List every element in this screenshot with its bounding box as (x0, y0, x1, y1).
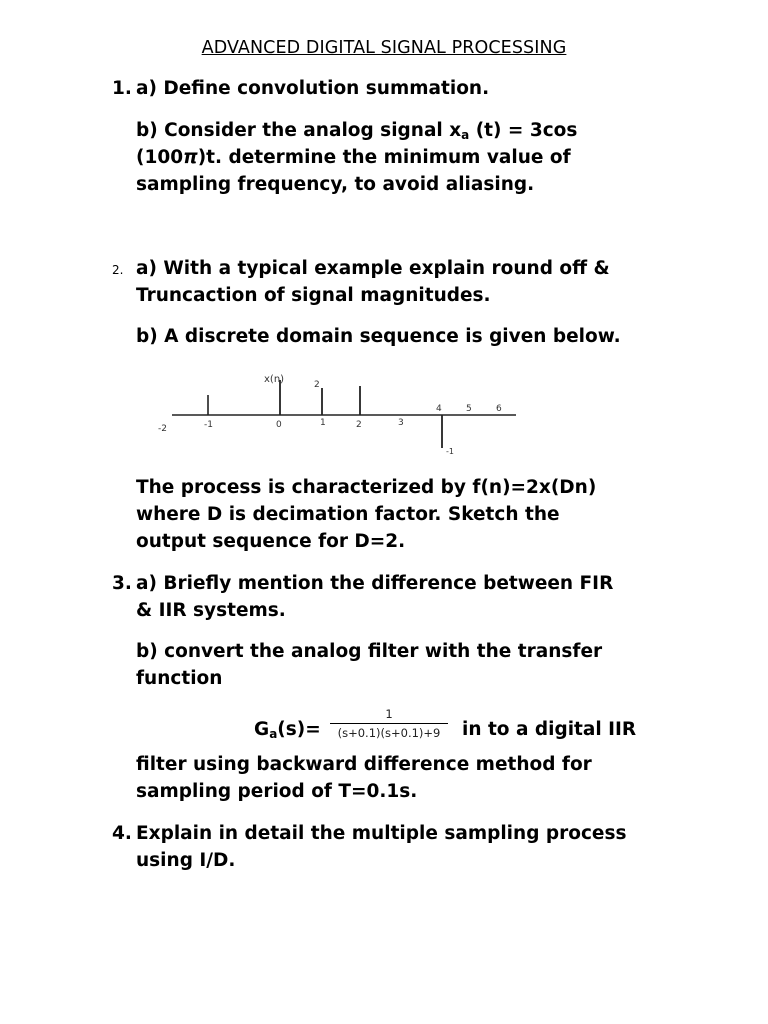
q1-b2-pi: π (183, 147, 198, 168)
sketch-y-label: x(n) (264, 374, 285, 385)
q2-part-c-line1: The process is characterized by f(n)=2x(Dn) (136, 477, 597, 498)
q1-number: 1. (112, 78, 132, 99)
q1-b2-pre: (100 (136, 147, 184, 168)
q1-b-text-cont: (t) = 3cos (469, 120, 578, 141)
q4-number: 4. (112, 823, 132, 844)
q4-line2: using I/D. (136, 850, 236, 871)
transfer-function-fraction (330, 707, 448, 740)
q1-b-subscript: a (461, 128, 470, 142)
sketch-peak-label: 2 (314, 380, 320, 390)
sketch-tick-2: 2 (356, 420, 362, 430)
q2-part-c-line3: output sequence for D=2. (136, 531, 406, 552)
q3-part-a-line1: a) Briefly mention the difference between FIR (136, 573, 614, 594)
sketch-neg-label: -1 (446, 447, 454, 456)
transfer-function-rhs: in to a digital IIR (462, 719, 637, 740)
q1-b-text: b) Consider the analog signal x (136, 120, 462, 141)
g-symbol: G (254, 719, 270, 740)
q2-number: 2. (112, 263, 124, 277)
sketch-tick-3: 3 (398, 418, 404, 428)
sketch-tick-minus2: -2 (158, 424, 167, 434)
page-title: ADVANCED DIGITAL SIGNAL PROCESSING (201, 38, 567, 58)
sketch-tick-0: 0 (276, 420, 282, 430)
g-post: (s)= (277, 719, 321, 740)
q3-part-b-line2: function (136, 668, 223, 689)
q1-part-b-line2 (136, 144, 696, 171)
g-subscript: a (269, 727, 278, 741)
q2-part-b: b) A discrete domain sequence is given below. (136, 326, 621, 347)
q2-part-a-line1: a) With a typical example explain round off & (136, 258, 610, 279)
sketch-tick-minus1: -1 (204, 420, 213, 430)
q1-part-a: a) Define convolution summation. (136, 78, 490, 99)
sketch-tick-5: 5 (466, 404, 472, 414)
fraction-numerator: 1 (385, 707, 393, 721)
fraction-bar (330, 723, 448, 724)
fraction-denominator: (s+0.1)(s+0.1)+9 (337, 726, 441, 740)
sketch-tick-1: 1 (320, 418, 326, 428)
q4-line1: Explain in detail the multiple sampling process (136, 823, 627, 844)
q1-part-b-line3: sampling frequency, to avoid aliasing. (136, 174, 535, 195)
q3-part-b-line1: b) convert the analog filter with the transfer (136, 641, 603, 662)
q1-b2-post: )t. determine the minimum value of (197, 147, 571, 168)
transfer-function-lhs (254, 716, 321, 748)
q3-part-a-line2: & IIR systems. (136, 600, 286, 621)
sketch-tick-4: 4 (436, 404, 442, 414)
sketch-tick-6: 6 (496, 404, 502, 414)
q3-part-b-line4: sampling period of T=0.1s. (136, 781, 418, 802)
q3-part-b-line3: filter using backward difference method for (136, 754, 592, 775)
q2-part-a-line2: Truncaction of signal magnitudes. (136, 285, 491, 306)
q2-part-c-line2: where D is decimation factor. Sketch the (136, 504, 560, 525)
sequence-sketch (136, 368, 536, 460)
q3-number: 3. (112, 573, 132, 594)
